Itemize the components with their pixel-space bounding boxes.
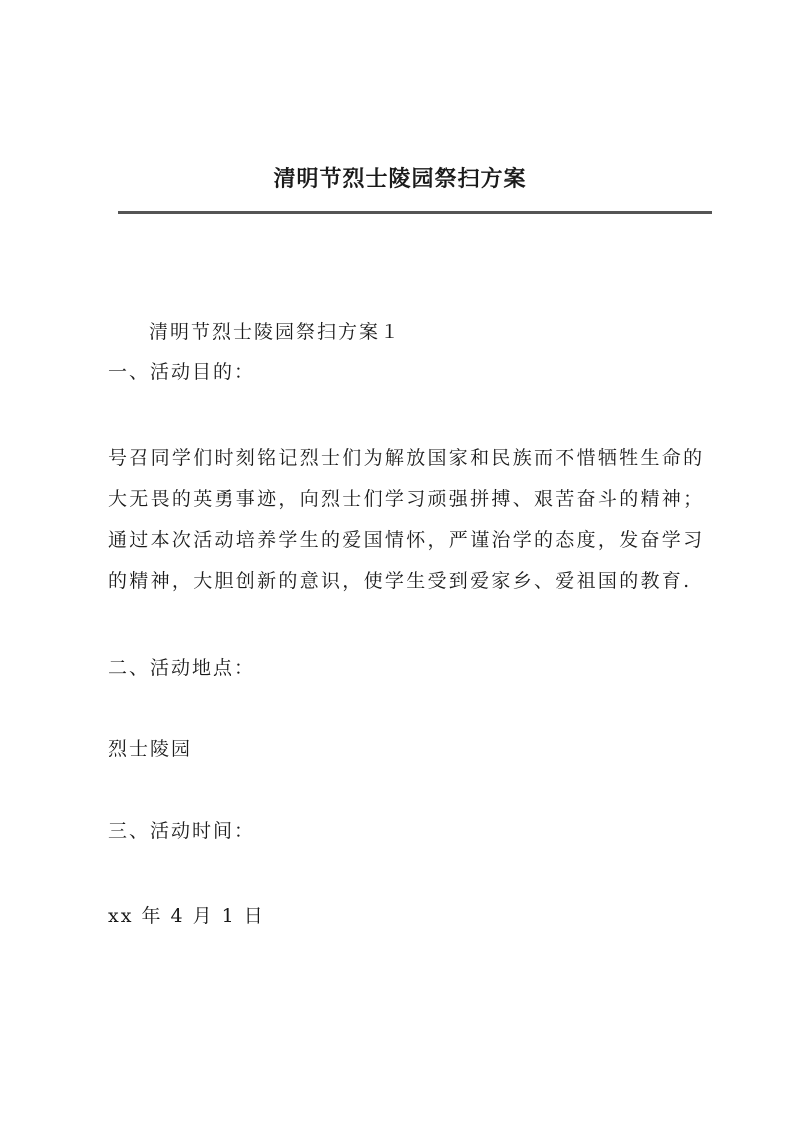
paragraph-line: 的精神，大胆创新的意识，使学生受到爱家乡、爱祖国的教育.: [108, 570, 692, 592]
document-title: 清明节烈士陵园祭扫方案: [273, 166, 527, 192]
date-text: xx 年 4 月 1 日: [108, 905, 265, 927]
section-heading-time: 三、活动时间：: [108, 820, 256, 842]
purpose-paragraph: [108, 438, 718, 602]
document-subtitle: 清明节烈士陵园祭扫方案１: [149, 321, 402, 343]
paragraph-line: 号召同学们时刻铭记烈士们为解放国家和民族而不惜牺牲生命的: [108, 447, 705, 469]
paragraph-line: 通过本次活动培养学生的爱国情怀，严谨治学的态度，发奋学习: [108, 529, 705, 551]
title-divider: [118, 211, 712, 214]
section-heading-purpose: 一、活动目的：: [108, 361, 256, 383]
location-text: 烈士陵园: [108, 738, 193, 760]
section-heading-location: 二、活动地点：: [108, 657, 256, 679]
paragraph-line: 大无畏的英勇事迹，向烈士们学习顽强拼搏、艰苦奋斗的精神；: [108, 488, 705, 510]
